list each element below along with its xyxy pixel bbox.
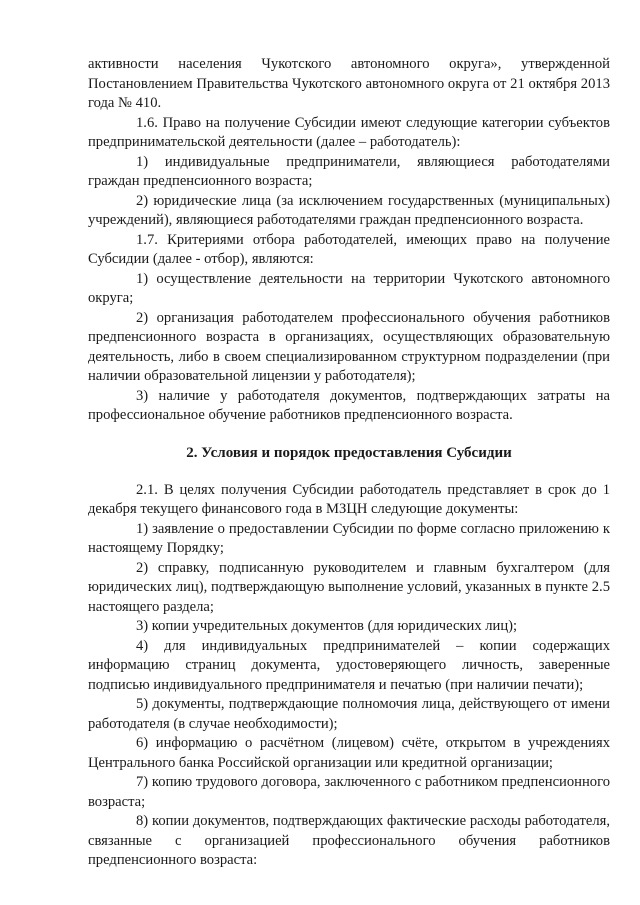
paragraph-block-bottom <box>88 481 610 871</box>
paragraph: 7) копию трудового договора, заключенного с работником предпенсионного возраста; <box>88 774 610 810</box>
paragraph: 6) информацию о расчётном (лицевом) счёте, открытом в учреждениях Центрального банка Российской организации или кредитной организации; <box>88 735 610 771</box>
paragraph: 2) справку, подписанную руководителем и главным бухгалтером (для юридических лиц), подтверждающую выполнение условий, указанных в пункте 2.5 настоящего раздела; <box>88 559 610 615</box>
paragraph: 4) для индивидуальных предпринимателей – копии содержащих информацию страниц документа, удостоверяющего личность, заверенные подписью индивидуального предпринимателя и печатью (при наличии печати); <box>88 637 610 693</box>
paragraph: 1) осуществление деятельности на территории Чукотского автономного округа; <box>88 270 610 306</box>
paragraph: 1) индивидуальные предприниматели, являющиеся работодателями граждан предпенсионного возраста; <box>88 153 610 189</box>
section-heading: 2. Условия и порядок предоставления Субсидии <box>186 444 512 461</box>
paragraph: 2.1. В целях получения Субсидии работодатель представляет в срок до 1 декабря текущего финансового года в МЗЦН следующие документы: <box>88 481 610 517</box>
paragraph: 1.6. Право на получение Субсидии имеют следующие категории субъектов предпринимательской деятельности (далее – работодатель): <box>88 114 610 150</box>
paragraph: 5) документы, подтверждающие полномочия лица, действующего от имени работодателя (в случае необходимости); <box>88 696 610 732</box>
paragraph: 2) организация работодателем профессионального обучения работников предпенсионного возраста в организациях, осуществляющих образовательную деятельность, либо в своем специализированном структурном подразделении (при наличии образовательной лицензии у работодателя); <box>88 309 610 384</box>
paragraph: активности населения Чукотского автономного округа», утвержденной Постановлением Правительства Чукотского автономного округа от 21 октября 2013 года № 410. <box>88 56 610 111</box>
paragraph: 1.7. Критериями отбора работодателей, имеющих право на получение Субсидии (далее - отбор), являются: <box>88 231 610 267</box>
paragraph: 2) юридические лица (за исключением государственных (муниципальных) учреждений), являющиеся работодателями граждан предпенсионного возраста. <box>88 192 610 228</box>
paragraph-block-top <box>88 55 610 426</box>
paragraph: 1) заявление о предоставлении Субсидии по форме согласно приложению к настоящему Порядку; <box>88 520 610 556</box>
paragraph: 8) копии документов, подтверждающих фактические расходы работодателя, связанные с организацией профессионального обучения работников предпенсионного возраста: <box>88 813 610 868</box>
paragraph: 3) наличие у работодателя документов, подтверждающих затраты на профессиональное обучение работников предпенсионного возраста. <box>88 387 610 423</box>
paragraph: 3) копии учредительных документов (для юридических лиц); <box>136 618 518 634</box>
